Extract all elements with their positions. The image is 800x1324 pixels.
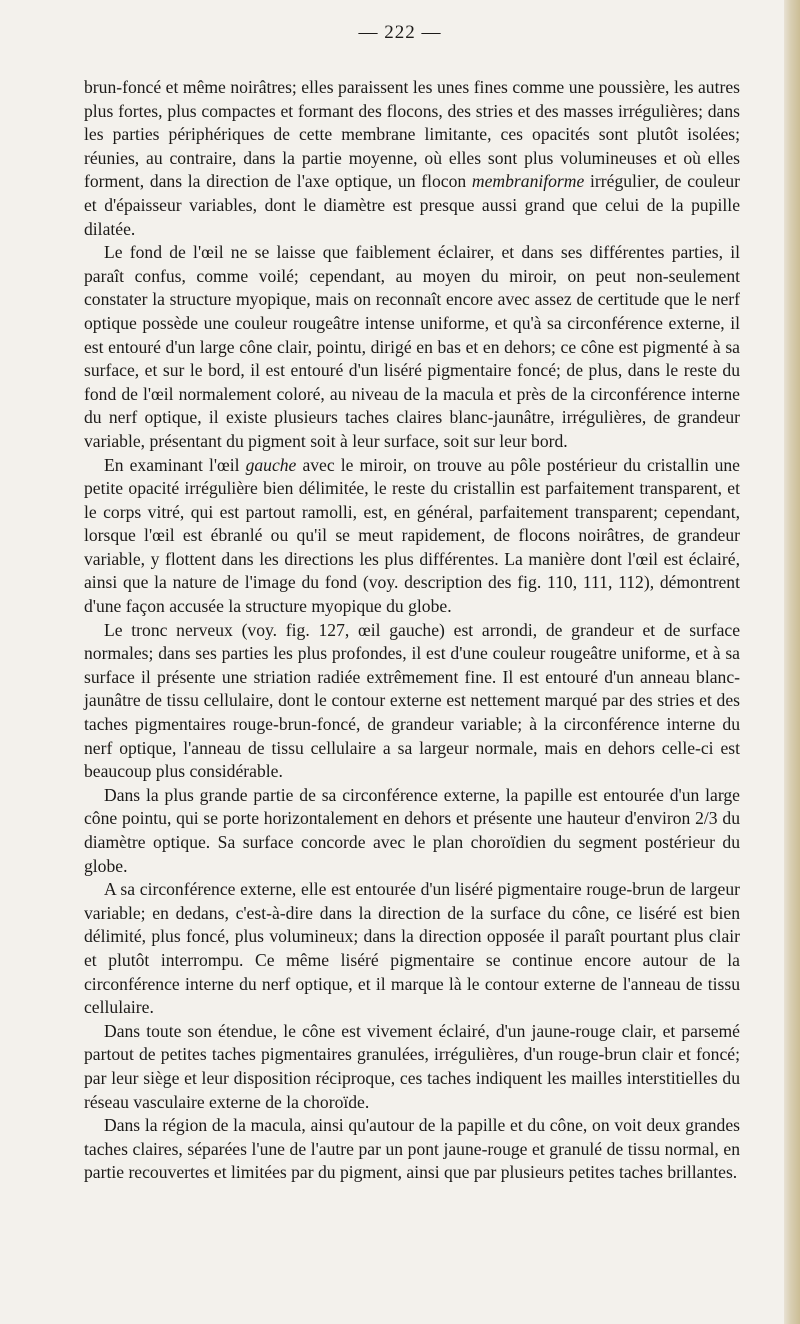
paragraph-3-part-2: avec le miroir, on trouve au pôle postérieur du cristallin une petite opacité irrégulière bien délimitée, le reste du cristallin est parfaitement transparent, et le corps vitré, qui est partout ramolli, est, en général, parfaitement transparent; cependant, lorsque l'œil est ébranlé ou qu'il se meut rapidement, de flocons noirâtres, de grandeur variable, y flottent dans les directions les plus différentes. La manière dont l'œil est éclairé, ainsi que la nature de l'image du fond (voy. description des fig. 110, 111, 112), démontrent d'une façon accusée la structure myopique du globe. <box>84 454 740 617</box>
paragraph-5-part-2: du diamètre optique. Sa surface concorde avec le plan choroïdien du segment postérieur du globe. <box>84 808 740 876</box>
paragraph-6: A sa circonférence externe, elle est entourée d'un liséré pigmentaire rouge-brun de largeur variable; en dedans, c'est-à-dire dans la direction de la surface du cône, ce liséré est bien délimité, plus foncé, plus volumineux; dans la direction opposée il paraît pourtant plus clair et plutôt interrompu. Ce même liséré pigmentaire se continue encore autour de la circonférence interne du nerf optique, et il marque là le contour externe de l'anneau de tissu cellulaire. <box>84 879 740 1018</box>
fraction-two-thirds: 2/3 <box>695 808 718 829</box>
paragraph-1-part-2: irrégulier, de couleur et d'épaisseur variables, dont le diamètre est presque aussi grand que celui de la pupille dilatée. <box>84 171 740 239</box>
paragraph-2: Le fond de l'œil ne se laisse que faiblement éclairer, et dans ses différentes parties, il paraît confus, comme voilé; cependant, au moyen du miroir, on peut non-seulement constater la structure myopique, mais on reconnaît encore avec assez de certitude que le nerf optique possède une couleur rougeâtre intense uniforme, et qu'à sa circonférence externe, il est entouré d'un large cône clair, pointu, dirigé en bas et en dehors; ce cône est pigmenté à sa surface, et sur le bord, il est entouré d'un liséré pigmentaire foncé; de plus, dans le reste du fond de l'œil normalement coloré, au niveau de la macula et près de la circonférence interne du nerf optique, il existe plusieurs taches claires blanc-jaunâtre, irrégulières, de grandeur variable, présentant du pigment soit à leur surface, soit sur leur bord. <box>84 242 740 451</box>
paragraph-1 <box>84 76 740 241</box>
paragraph-3-part-1: En examinant l'œil <box>104 454 246 475</box>
body-text <box>84 76 740 1185</box>
paragraph-5-part-1: Dans la plus grande partie de sa circonférence externe, la papille est entourée d'un large cône pointu, qui se porte horizontalement en dehors et présente une hauteur d'environ <box>84 784 740 829</box>
paragraph-3 <box>84 454 740 619</box>
paragraph-8: Dans la région de la macula, ainsi qu'autour de la papille et du cône, on voit deux grandes taches claires, séparées l'une de l'autre par un pont jaune-rouge et granulé de tissu normal, en partie recouvertes et limitées par du pigment, ainsi que par plusieurs petites taches brillantes. <box>84 1115 740 1183</box>
paragraph-4: Le tronc nerveux (voy. fig. 127, œil gauche) est arrondi, de grandeur et de surface normales; dans ses parties les plus profondes, il est d'une couleur rougeâtre uniforme, et à sa surface il présente une striation radiée extrêmement fine. Il est entouré d'un anneau blanc-jaunâtre de tissu cellulaire, dont le contour externe est nettement marqué par des stries et des taches pigmentaires rouge-brun-foncé, de grandeur variable; à la circonférence interne du nerf optique, l'anneau de tissu cellulaire a sa largeur normale, mais en dehors celle-ci est beaucoup plus considérable. <box>84 619 740 782</box>
page-number: — 222 — <box>358 22 442 43</box>
page-edge <box>784 0 800 1324</box>
paragraph-5 <box>84 784 740 878</box>
paragraph-1-part-1: brun-foncé et même noirâtres; elles paraissent les unes fines comme une poussière, les autres plus fortes, plus compactes et formant des flocons, des stries et des masses irrégulières; dans les parties périphériques de cette membrane limitante, ces opacités sont plutôt isolées; réunies, au contraire, dans la partie moyenne, où elles sont plus volumineuses et où elles forment, dans la direction de l'axe optique, un flocon <box>84 77 740 192</box>
italic-term-membraniforme: membraniforme <box>471 171 585 192</box>
italic-term-gauche: gauche <box>245 454 297 475</box>
paragraph-7: Dans toute son étendue, le cône est vivement éclairé, d'un jaune-rouge clair, et parsemé partout de petites taches pigmentaires granulées, irrégulières, d'un rouge-brun clair et foncé; par leur siège et leur disposition réciproque, ces taches indiquent les mailles interstitielles du réseau vasculaire externe de la choroïde. <box>84 1020 740 1112</box>
